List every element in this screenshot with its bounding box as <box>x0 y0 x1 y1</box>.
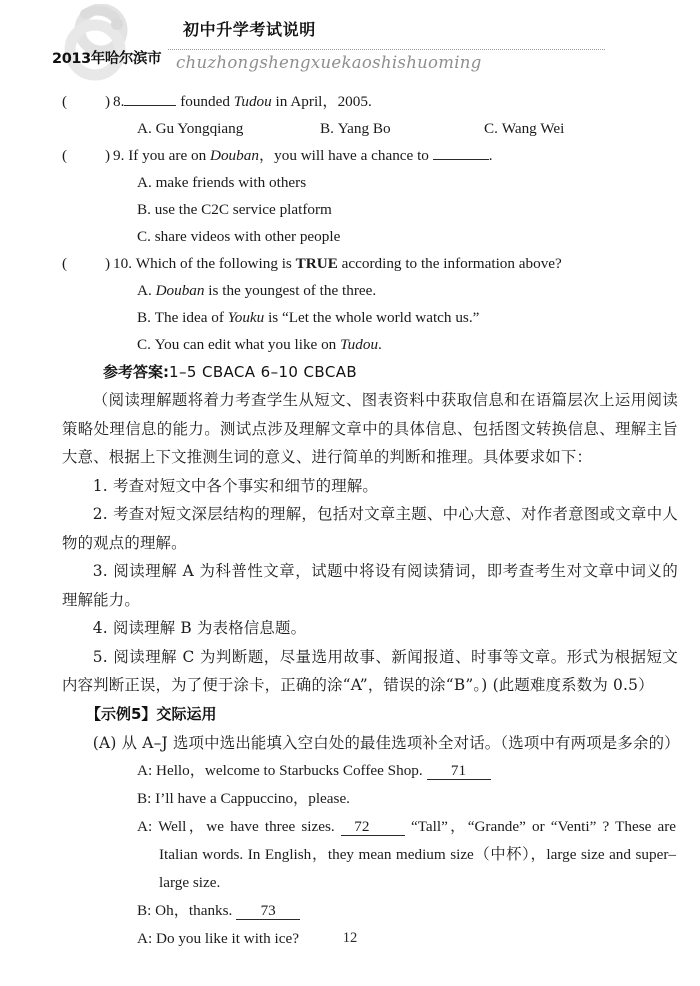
explanation-paragraph: 5. 阅读理解 C 为判断题，尽量选用故事、新闻报道、时事等文章。形式为根据短文内容判断正误，为了便于涂卡，正确的涂“A”，错误的涂“B”。) (此题难度系数为 0.5） <box>62 647 678 694</box>
explanation-paragraph: 4. 阅读理解 B 为表格信息题。 <box>92 619 307 637</box>
option-text: Wang Wei <box>501 120 565 137</box>
question-9-italic-term: Douban <box>210 147 259 164</box>
page-content <box>0 88 700 953</box>
dialogue-text: Oh，thanks. <box>155 902 233 919</box>
page-number: 12 <box>342 930 358 946</box>
explanation-paragraph: （阅读理解题将着力考查学生从短文、图表资料中获取信息和在语篇层次上运用阅读策略处理信息的能力。测试点涉及理解文章中的具体信息、包括图文转换信息、理解主旨大意、根据上下文推测生词的意义、进行简单的判断和推理。具体要求如下： <box>62 391 678 466</box>
dialogue-text: Do you like it with ice? <box>155 930 299 947</box>
question-8-close-paren: ) <box>105 93 111 110</box>
option-italic-term: Douban <box>155 282 205 299</box>
dialogue-speaker: A: <box>137 762 153 779</box>
spiral-circle-logo <box>55 4 151 88</box>
explanation-paragraph: 1. 考查对短文中各个事实和细节的理解。 <box>92 476 379 495</box>
question-8-options <box>0 115 700 142</box>
question-9-option-b[interactable] <box>137 196 332 223</box>
question-8-number: 8. <box>113 93 125 110</box>
question-10-open-paren: ( <box>62 255 68 272</box>
option-label: C. <box>137 228 151 245</box>
question-10-option-c[interactable] <box>137 331 382 358</box>
explanation-paragraph: 2. 考查对短文深层结构的理解，包括对文章主题、中心大意、对作者意图或文章中人物的观点的理解。 <box>62 505 678 552</box>
option-italic-term: Tudou <box>340 336 379 353</box>
dialogue-line-2 <box>0 785 700 813</box>
option-text: use the C2C service platform <box>154 201 332 218</box>
question-8-option-c[interactable] <box>484 115 564 142</box>
question-10-number: 10. <box>113 255 132 272</box>
option-label: A. <box>137 282 152 299</box>
option-text: share videos with other people <box>154 228 341 245</box>
question-9-number: 9. <box>113 147 125 164</box>
option-text: . <box>378 336 382 353</box>
question-9-stem-tail: . <box>488 147 493 164</box>
question-8-stem-tail: in April，2005. <box>271 93 372 110</box>
dialogue-text: Well，we have three sizes. <box>158 818 335 835</box>
example5-instruction: (A) 从 A–J 选项中选出能填入空白处的最佳选项补全对话。（选项中有两项是多余的） <box>92 733 680 752</box>
question-8-stem-after: founded <box>176 93 234 110</box>
header-divider <box>168 49 605 50</box>
dialogue-text: I’ll have a Cappuccino，please. <box>155 790 350 807</box>
option-text: Gu Yongqiang <box>155 120 244 137</box>
dialogue-speaker: A: <box>137 818 153 835</box>
question-9-option-c-row <box>0 223 700 250</box>
option-text: is the youngest of the three. <box>204 282 377 299</box>
question-9-blank[interactable] <box>433 145 489 160</box>
header-pinyin: chuzhongshengxuekaoshishuoming <box>176 53 482 72</box>
question-8-blank[interactable] <box>124 91 176 106</box>
question-8-italic-term: Tudou <box>233 93 272 110</box>
question-8-open-paren: ( <box>62 93 68 110</box>
dialogue-blank-73[interactable]: 73 <box>236 903 300 920</box>
question-10-close-paren: ) <box>105 255 111 272</box>
option-label: B. <box>320 120 334 137</box>
dialogue-line-3 <box>0 813 700 897</box>
option-italic-term: Youku <box>227 309 265 326</box>
question-8-option-a[interactable] <box>137 115 243 142</box>
question-10-option-b[interactable] <box>137 304 479 331</box>
question-10-bold-term: TRUE <box>295 255 338 272</box>
option-label: A. <box>137 174 152 191</box>
dialogue-blank-71[interactable]: 71 <box>427 763 491 780</box>
question-9-stem-lead: If you are on <box>128 147 210 164</box>
dialogue-speaker: B: <box>137 790 152 807</box>
example5-heading: 【示例5】交际运用 <box>86 704 217 723</box>
question-9-stem <box>113 142 493 169</box>
option-text: Yang Bo <box>337 120 391 137</box>
page-header <box>0 0 700 88</box>
question-10-option-b-row <box>0 304 700 331</box>
answer-key <box>103 358 700 386</box>
dialogue-text-tail: “Tall”，“Grande” or “Venti” ? These are Italian words. In English，they mean medium size（中杯），large size and super–large size. <box>159 818 677 891</box>
dialogue-speaker: A: <box>137 930 153 947</box>
option-text-pre: The idea of <box>154 309 228 326</box>
answer-key-value: 1–5 CBACA 6–10 CBCAB <box>169 363 358 381</box>
option-text: is “Let the whole world watch us.” <box>264 309 480 326</box>
question-9-close-paren: ) <box>105 147 111 164</box>
question-row-9 <box>0 142 700 169</box>
question-9-option-b-row <box>0 196 700 223</box>
dialogue-text: Hello，welcome to Starbucks Coffee Shop. <box>155 762 423 779</box>
option-text-pre: You can edit what you like on <box>154 336 341 353</box>
explanation-paragraph: 3. 阅读理解 A 为科普性文章，试题中将设有阅读猜词，即考查考生对文章中词义的理解能力。 <box>62 562 678 609</box>
question-10-option-a-row <box>0 277 700 304</box>
option-label: C. <box>137 336 151 353</box>
question-9-option-c[interactable] <box>137 223 340 250</box>
question-8-stem <box>113 88 372 115</box>
dialogue-line-4 <box>0 897 700 925</box>
question-10-stem-tail: according to the information above? <box>337 255 562 272</box>
dialogue-blank-72[interactable]: 72 <box>341 819 405 836</box>
option-label: B. <box>137 201 151 218</box>
page-title: 初中升学考试说明 <box>183 20 316 39</box>
question-row-8 <box>0 88 700 115</box>
question-9-stem-mid: ，you will have a chance to <box>258 147 433 164</box>
question-9-open-paren: ( <box>62 147 68 164</box>
question-10-stem <box>113 250 562 277</box>
question-9-option-a[interactable] <box>137 169 306 196</box>
question-10-option-c-row <box>0 331 700 358</box>
question-row-10 <box>0 250 700 277</box>
year-city-label: 2013年哈尔滨市 <box>52 51 162 67</box>
option-label: C. <box>484 120 498 137</box>
question-10-stem-lead: Which of the following is <box>135 255 296 272</box>
question-9-option-a-row <box>0 169 700 196</box>
question-8-option-b[interactable] <box>320 115 391 142</box>
dialogue-line-1 <box>0 757 700 785</box>
dialogue-speaker: B: <box>137 902 152 919</box>
question-10-option-a[interactable] <box>137 277 376 304</box>
option-label: A. <box>137 120 152 137</box>
answer-key-label: 参考答案: <box>103 363 169 381</box>
option-label: B. <box>137 309 151 326</box>
option-text: make friends with others <box>155 174 307 191</box>
